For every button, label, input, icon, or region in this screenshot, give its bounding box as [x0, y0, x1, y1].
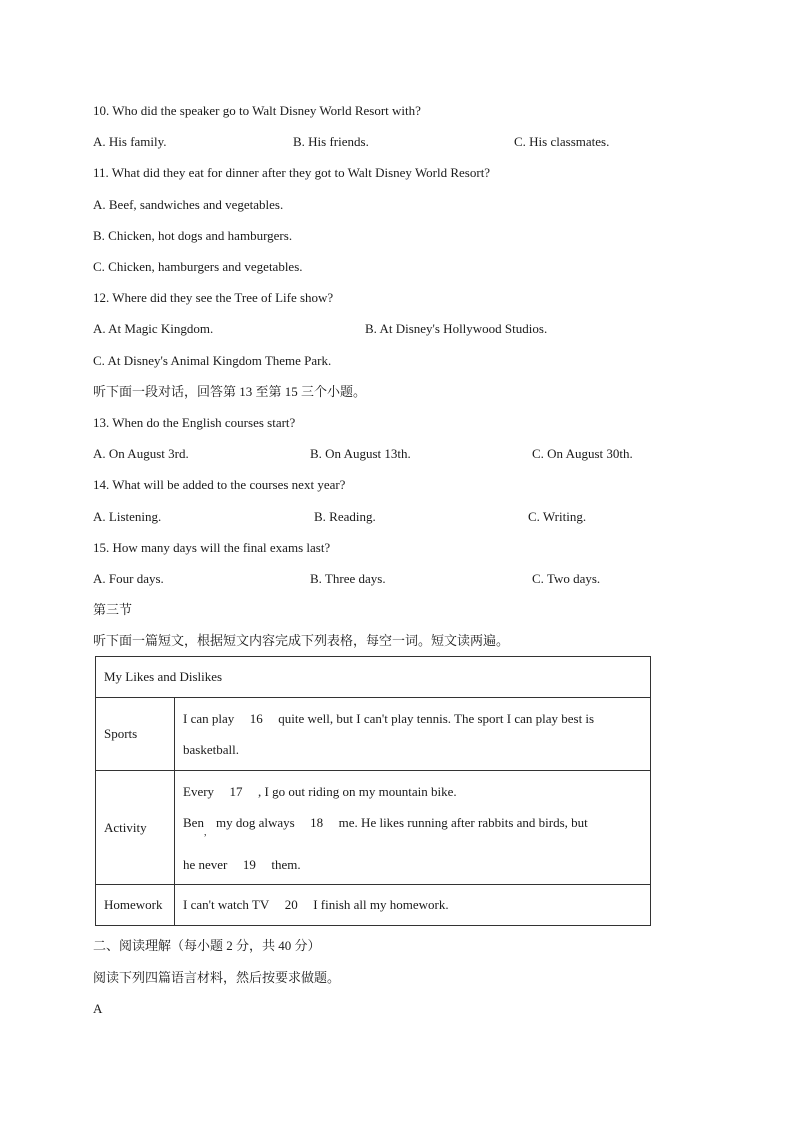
section-3-instruction: 听下面一篇短文，根据短文内容完成下列表格，每空一词。短文读两遍。	[93, 633, 510, 648]
row-label-sports: Sports	[96, 698, 175, 771]
activity-text-5: me. He likes running after rabbits and birds, but	[338, 815, 588, 830]
q10-option-a: A. His family.	[93, 134, 167, 149]
q15-option-b: B. Three days.	[310, 571, 386, 586]
activity-text-4: my dog always	[215, 815, 295, 830]
activity-text-2: , I go out riding on my mountain bike.	[258, 784, 457, 799]
blank-18: 18	[310, 815, 324, 830]
section-3-heading: 第三节	[93, 602, 133, 617]
row-label-homework: Homework	[96, 885, 175, 926]
q10-option-b: B. His friends.	[293, 134, 369, 149]
activity-text-6: he never	[183, 856, 228, 872]
table-row-homework	[96, 885, 651, 926]
table-title: My Likes and Dislikes	[96, 657, 651, 698]
homework-text-1: I can't watch TV	[183, 897, 270, 912]
likes-dislikes-table	[95, 656, 651, 926]
q11-option-a: A. Beef, sandwiches and vegetables.	[93, 197, 284, 212]
blank-19: 19	[242, 856, 256, 872]
q13-option-c: C. On August 30th.	[532, 446, 633, 461]
sports-text-1: I can play	[183, 710, 235, 726]
table-title-row	[96, 657, 651, 698]
instruction-13-15: 听下面一段对话，回答第 13 至第 15 三个小题。	[93, 384, 367, 399]
q12-option-a: A. At Magic Kingdom.	[93, 321, 214, 336]
question-14: 14. What will be added to the courses next year?	[93, 477, 346, 492]
table-row-sports	[96, 698, 651, 771]
q10-option-c: C. His classmates.	[514, 134, 610, 149]
question-12: 12. Where did they see the Tree of Life show?	[93, 290, 334, 305]
activity-text-3: Ben	[183, 815, 204, 830]
blank-16: 16	[249, 710, 263, 726]
question-13: 13. When do the English courses start?	[93, 415, 296, 430]
q14-option-b: B. Reading.	[314, 509, 376, 524]
q12-option-c: C. At Disney's Animal Kingdom Theme Park.	[93, 353, 332, 368]
blank-17: 17	[229, 784, 243, 799]
q13-option-a: A. On August 3rd.	[93, 446, 189, 461]
activity-content: Every 17 , I go out riding on my mountain bike. Ben , my dog always 18 me. He likes running after rabbits and birds, but he never 19 them.	[175, 771, 651, 885]
homework-content	[175, 885, 651, 926]
q12-option-b: B. At Disney's Hollywood Studios.	[365, 321, 548, 336]
question-11: 11. What did they eat for dinner after they got to Walt Disney World Resort?	[93, 165, 491, 180]
sports-text-2: quite well, but I can't play tennis. The sport I can play best is	[278, 710, 595, 726]
part-2-instruction: 阅读下列四篇语言材料，然后按要求做题。	[93, 970, 341, 985]
blank-20: 20	[284, 897, 298, 912]
homework-text-2: I finish all my homework.	[313, 897, 449, 912]
q15-option-c: C. Two days.	[532, 571, 601, 586]
sports-text-3: basketball.	[183, 741, 239, 757]
question-10: 10. Who did the speaker go to Walt Disney World Resort with?	[93, 103, 421, 118]
part-2-heading: 二、阅读理解（每小题 2 分，共 40 分）	[93, 938, 321, 953]
q15-option-a: A. Four days.	[93, 571, 164, 586]
table-row-activity	[96, 771, 651, 885]
sports-content	[175, 698, 651, 771]
q13-option-b: B. On August 13th.	[310, 446, 411, 461]
q14-option-c: C. Writing.	[528, 509, 587, 524]
q14-option-a: A. Listening.	[93, 509, 162, 524]
question-15: 15. How many days will the final exams last?	[93, 540, 331, 555]
q11-option-c: C. Chicken, hamburgers and vegetables.	[93, 259, 303, 274]
passage-label: A	[93, 1001, 103, 1016]
activity-text-1: Every	[183, 784, 215, 799]
activity-text-7: them.	[271, 856, 301, 872]
row-label-activity: Activity	[96, 771, 175, 885]
q11-option-b: B. Chicken, hot dogs and hamburgers.	[93, 228, 293, 243]
